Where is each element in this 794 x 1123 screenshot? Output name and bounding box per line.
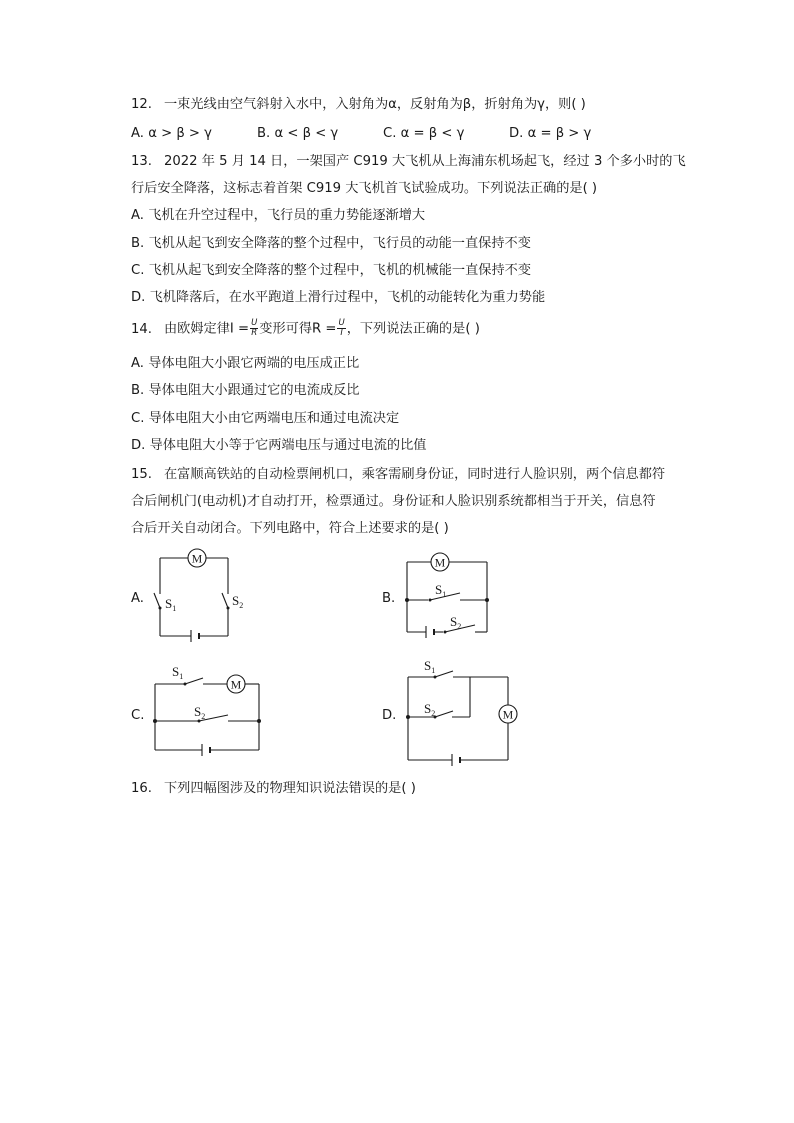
q12-options — [131, 125, 651, 143]
q15-number: 15. — [131, 467, 152, 482]
q16-stem-line — [131, 780, 416, 798]
svg-text:S1: $S_1$ — [435, 582, 447, 599]
q14-fraction-u-over-r: $\frac{U}{R}$ — [251, 318, 258, 338]
q12-stem-line — [131, 96, 586, 114]
motor-icon — [188, 549, 206, 567]
battery-icon — [452, 754, 460, 766]
svg-text:S2: $S_2$ — [232, 593, 244, 610]
q12-option-d[interactable]: D. α = β > γ — [509, 126, 592, 141]
battery-icon — [202, 744, 210, 756]
switch-s2-icon — [194, 704, 228, 723]
q12-stem: 一束光线由空气斜射入水中，入射角为α，反射角为β，折射角为γ，则( ) — [163, 97, 586, 112]
q15-stem-line1 — [131, 466, 665, 484]
q12-option-c[interactable]: C. α = β < γ — [383, 126, 465, 141]
svg-text:S2: $S_2$ — [450, 614, 462, 631]
svg-text:S1: $S_1$ — [424, 658, 436, 675]
circuit-c-diagram[interactable] — [148, 662, 266, 762]
q15-stem-line3: 合后开关自动闭合。下列电路中，符合上述要求的是( ) — [131, 521, 449, 536]
battery-icon — [191, 630, 199, 642]
q13-stem-line2: 行后安全降落，这标志着首架 C919 大飞机首飞试验成功。下列说法正确的是( ) — [131, 181, 598, 196]
q14-option-b[interactable]: B. 导体电阻大小跟通过它的电流成反比 — [131, 383, 360, 398]
battery-icon — [426, 626, 434, 638]
motor-icon — [227, 675, 245, 693]
q12-option-a[interactable]: A. α > β > γ — [131, 126, 212, 141]
circuit-a-diagram[interactable] — [150, 548, 244, 643]
q15-stem-line2: 合后闸机门(电动机)才自动打开，检票通过。身份证和人脸识别系统都相当于开关，信息符 — [131, 494, 656, 509]
q15-option-c-label[interactable]: C. — [131, 708, 145, 723]
q15-option-d-label[interactable]: D. — [382, 708, 397, 723]
q13-stem-line1 — [131, 153, 686, 171]
svg-text:M: M — [230, 677, 242, 692]
circuit-b-diagram[interactable] — [400, 550, 496, 640]
motor-icon — [431, 553, 449, 571]
q14-stem-pre: 由欧姆定律I = — [163, 321, 250, 337]
svg-text:S1: $S_1$ — [165, 596, 177, 613]
q13-option-d[interactable]: D. 飞机降落后，在水平跑道上滑行过程中，飞机的动能转化为重力势能 — [131, 290, 546, 305]
q15-option-b-label[interactable]: B. — [382, 591, 396, 606]
q13-number: 13. — [131, 154, 152, 169]
q12-option-b[interactable]: B. α < β < γ — [257, 126, 339, 141]
switch-s1-icon — [172, 664, 203, 686]
svg-text:S1: $S_1$ — [172, 664, 184, 681]
q13-option-c[interactable]: C. 飞机从起飞到安全降落的整个过程中，飞机的机械能一直保持不变 — [131, 263, 532, 278]
svg-text:S2: $S_2$ — [424, 701, 436, 718]
switch-s1-icon — [154, 593, 176, 613]
q16-stem: 下列四幅图涉及的物理知识说法错误的是( ) — [163, 781, 416, 796]
q14-option-a[interactable]: A. 导体电阻大小跟它两端的电压成正比 — [131, 356, 360, 371]
q16-number: 16. — [131, 781, 152, 796]
q12-number: 12. — [131, 97, 152, 112]
svg-text:M: M — [502, 707, 514, 722]
q14-number: 14. — [131, 321, 152, 337]
switch-s2-icon — [222, 593, 243, 610]
q14-fraction-u-over-i: $\frac{U}{I}$ — [338, 318, 345, 338]
svg-text:M: M — [434, 555, 446, 570]
motor-icon — [499, 705, 517, 723]
q14-stem-post: ，下列说法正确的是( ) — [346, 321, 480, 337]
switch-s2-icon — [444, 614, 476, 634]
switch-s2-icon — [424, 701, 453, 719]
switch-s1-icon — [424, 658, 453, 679]
switch-s1-icon — [429, 582, 461, 602]
svg-text:M: M — [191, 551, 203, 566]
q14-option-c[interactable]: C. 导体电阻大小由它两端电压和通过电流决定 — [131, 411, 400, 426]
q14-stem-mid: 变形可得R = — [259, 321, 337, 337]
q13-option-b[interactable]: B. 飞机从起飞到安全降落的整个过程中，飞行员的动能一直保持不变 — [131, 236, 531, 251]
svg-text:S2: $S_2$ — [194, 704, 206, 721]
q15-option-a-label[interactable]: A. — [131, 591, 144, 606]
q13-stem-1: 2022 年 5 月 14 日，一架国产 C919 大飞机从上海浦东机场起飞，经过 3 个多小时的飞 — [163, 154, 686, 169]
circuit-d-diagram[interactable] — [400, 655, 520, 770]
q14-stem-line — [131, 319, 480, 339]
q15-stem-1: 在富顺高铁站的自动检票闸机口，乘客需刷身份证，同时进行人脸识别，两个信息都符 — [163, 467, 666, 482]
q13-option-a[interactable]: A. 飞机在升空过程中，飞行员的重力势能逐渐增大 — [131, 208, 426, 223]
q14-option-d[interactable]: D. 导体电阻大小等于它两端电压与通过电流的比值 — [131, 438, 427, 453]
